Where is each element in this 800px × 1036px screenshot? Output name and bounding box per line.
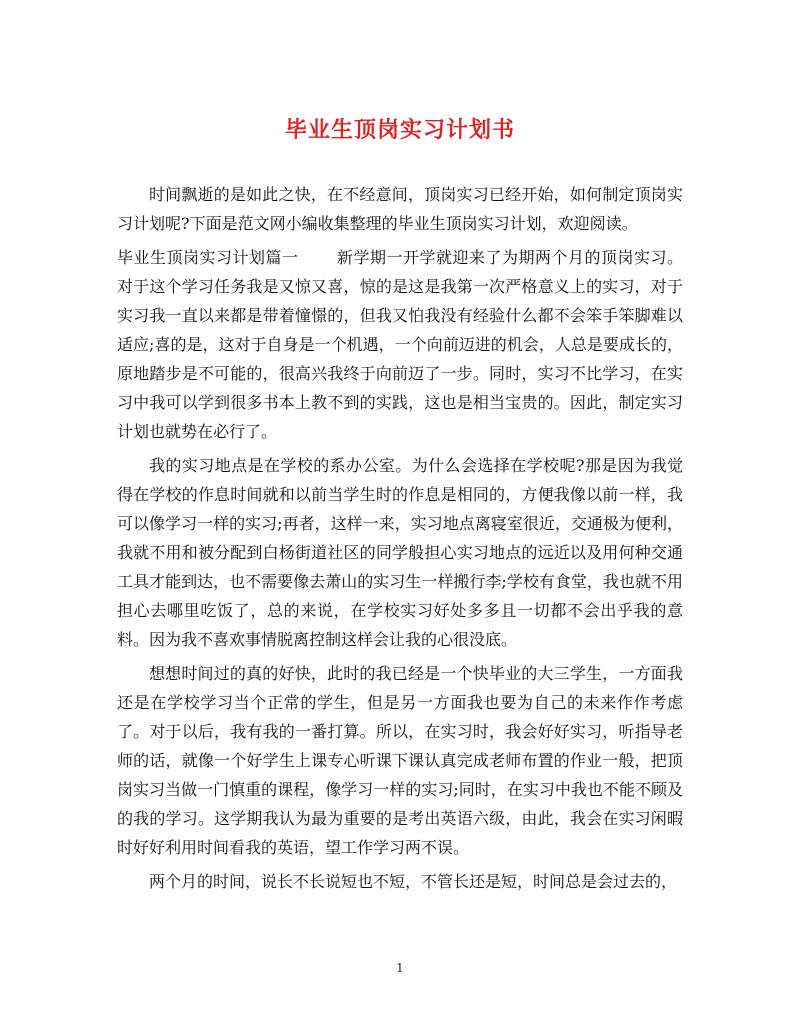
body-paragraph: 想想时间过的真的好快，此时的我已经是一个快毕业的大三学生，一方面我还是在学校学习当个正常的学生，但是另一方面我也要为自己的未来作作考虑了。对于以后，我有我的一番打算。所以，在实习时，我会好好实习，听指导老师的话，就像一个好学生上课专心听课下课认真完成老师布置的作业一般，把顶岗实习当做一门慎重的课程，像学习一样的实习;同时，在实习中我也不能不顾及的我的学习。这学期我认为最为重要的是考出英语六级，由此，我会在实习闲暇时好好利用时间看我的英语，望工作学习两不误。	[117, 664, 683, 857]
body-paragraph: 我的实习地点是在学校的系办公室。为什么会选择在学校呢?那是因为我觉得在学校的作息时间就和以前当学生时的作息是相同的，方便我像以前一样，我可以像学习一样的实习;再者，这样一来，实习地点离寝室很近，交通极为便利，我就不用和被分配到白杨街道社区的同学般担心实习地点的远近以及用何种交通工具才能到达，也不需要像去萧山的实习生一样搬行李;学校有食堂，我也就不用担心去哪里吃饭了，总的来说，在学校实习好处多多且一切都不会出乎我的意料。因为我不喜欢事情脱离控制这样会让我的心很没底。	[117, 456, 683, 649]
section-first-paragraph: 新学期一开学就迎来了为期两个月的顶岗实习。对于这个学习任务我是又惊又喜，惊的是这是我第一次严格意义上的实习，对于实习我一直以来都是带着憧憬的，但我又怕我没有经验什么都不会笨手笨脚难以适应;喜的是，这对于自身是一个机遇，一个向前迈进的机会，人总是要成长的，原地踏步是不可能的，很高兴我终于向前迈了一步。同时，实习不比学习，在实习中我可以学到很多书本上教不到的实践，这也是相当宝贵的。因此，制定实习计划也就势在必行了。	[117, 248, 683, 441]
intro-paragraph: 时间飘逝的是如此之快，在不经意间，顶岗实习已经开始，如何制定顶岗实习计划呢?下面是范文网小编收集整理的毕业生顶岗实习计划，欢迎阅读。	[117, 185, 683, 233]
document-title: 毕业生顶岗实习计划书	[284, 117, 515, 143]
page-number: 1	[396, 961, 404, 975]
body-paragraph: 两个月的时间，说长不长说短也不短，不管长还是短，时间总是会过去的，	[149, 872, 678, 891]
section-heading: 毕业生顶岗实习计划篇一	[117, 248, 299, 267]
document-body	[117, 180, 683, 901]
section-paragraph	[117, 243, 683, 446]
